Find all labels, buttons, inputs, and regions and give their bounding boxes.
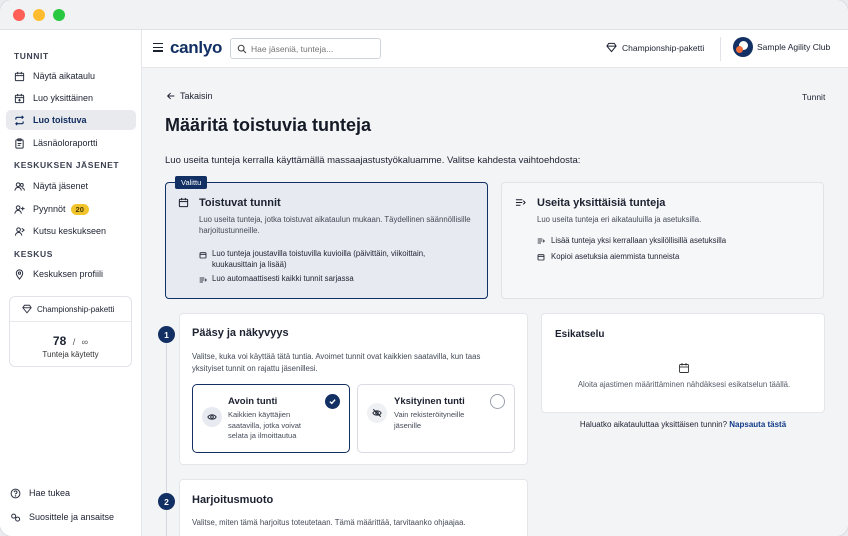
sidebar-item-label: Näytä jäsenet	[33, 181, 89, 191]
sidebar-item-label: Luo yksittäinen	[33, 93, 94, 103]
sidebar-item-create-single[interactable]	[6, 88, 136, 108]
list-icon	[199, 276, 207, 284]
section-title-classes: TUNNIT	[14, 51, 49, 61]
step-1-card	[179, 313, 528, 465]
classes-limit: ∞	[81, 337, 89, 347]
diamond-icon	[22, 304, 32, 314]
sidebar-item-label: Kutsu keskukseen	[33, 226, 107, 236]
section-title-center: KESKUS	[14, 249, 54, 259]
plan-usage-count	[10, 332, 131, 350]
sidebar-item-center-profile[interactable]	[6, 264, 136, 284]
calendar-small-icon	[199, 251, 207, 259]
open-option-title: Avoin tunti	[228, 396, 278, 407]
sidebar-item-label: Keskuksen profiili	[33, 269, 104, 279]
calendar-icon	[14, 71, 25, 82]
option-recurring-desc: Luo useita tunteja, jotka toistuvat aikataulun mukaan. Täydellinen säännöllisille harjoitustunneille.	[199, 215, 471, 235]
sidebar-item-label: Näytä aikataulu	[33, 71, 96, 81]
step-1-number: 1	[158, 326, 175, 343]
single-class-prompt	[541, 420, 825, 429]
sidebar-item-invite[interactable]	[6, 221, 136, 241]
title-bar	[0, 0, 848, 30]
top-bar	[142, 30, 848, 68]
list-add-icon	[515, 197, 526, 208]
step-2-desc: Valitse, miten tämä harjoitus toteutetaan. Tämä määrittää, tarvitaanko ohjaajaa.	[192, 518, 466, 527]
option-multiple-bullet-2: Kopioi asetuksia aiemmista tunneista	[551, 252, 680, 261]
step-2-card	[179, 479, 528, 536]
sidebar-item-label: Läsnäoloraportti	[33, 138, 98, 148]
preview-empty-text: Aloita ajastimen määrittäminen nähdäksesi esikatselun täällä.	[577, 380, 791, 389]
repeat-icon	[14, 115, 25, 126]
step-1-desc: Valitse, kuka voi käyttää tätä tuntia. Avoimet tunnit ovat kaikkien saatavilla, kun taas yksityiset tunnit on rajattu jäsenillesi.	[192, 352, 481, 373]
plan-indicator[interactable]	[606, 42, 704, 53]
option-multiple-desc: Luo useita tunteja eri aikatauluilla ja asetuksilla.	[537, 215, 702, 224]
eye-off-icon	[367, 403, 387, 423]
option-recurring-bullet-2: Luo automaattisesti kaikki tunnit sarjassa	[212, 274, 354, 283]
gift-icon	[10, 512, 21, 523]
back-label: Takaisin	[180, 91, 213, 101]
open-option-desc: Kaikkien käyttäjien saatavilla, jotka voivat selata ja ilmoittautua	[228, 410, 301, 440]
sidebar-item-label: Luo toistuva	[33, 115, 87, 125]
list-icon	[537, 237, 545, 245]
calendar-small-icon	[537, 253, 545, 261]
sidebar-item-label: Pyynnöt	[33, 204, 66, 214]
users-icon	[14, 181, 25, 192]
calendar-icon	[678, 362, 690, 374]
plan-name: Championship-paketti	[37, 304, 115, 314]
plan-indicator-label: Championship-paketti	[622, 42, 705, 53]
option-recurring-bullet-1: Luo tunteja joustavilla toistuvilla kuvioilla (päivittäin, viikoittain, kuukausittain ja lisää)	[212, 249, 426, 269]
calendar-plus-icon	[14, 93, 25, 104]
sidebar-item-schedule[interactable]	[6, 66, 136, 86]
option-recurring-card[interactable]	[165, 178, 488, 299]
help-link[interactable]	[2, 483, 132, 503]
location-icon	[14, 269, 25, 280]
sidebar-item-create-recurring[interactable]	[6, 110, 136, 130]
topbar-divider	[720, 37, 721, 61]
private-option-desc: Vain rekisteröityneille jäsenille	[394, 410, 465, 430]
help-icon	[10, 488, 21, 499]
eye-icon	[202, 407, 222, 427]
invite-icon	[14, 226, 25, 237]
sidebar-item-requests[interactable]	[6, 199, 136, 219]
club-logo-icon	[733, 37, 753, 57]
maximize-window-button[interactable]	[53, 9, 65, 21]
clipboard-icon	[14, 138, 25, 149]
plan-usage-caption: Tunteja käytetty	[42, 350, 99, 359]
logo[interactable]: canlyo	[170, 38, 223, 57]
back-link[interactable]	[166, 91, 213, 101]
option-recurring-title: Toistuvat tunnit	[199, 197, 281, 209]
page-intro: Luo useita tunteja kerralla käyttämällä massaajastustyökaluamme. Valitse kahdesta vaihtoehdosta:	[165, 155, 581, 166]
club-name: Sample Agility Club	[757, 42, 831, 52]
page-title: Määritä toistuvia tunteja	[165, 115, 372, 135]
search-icon	[237, 44, 247, 54]
option-multiple-card[interactable]	[501, 182, 824, 299]
classes-used-count: 78	[52, 334, 67, 348]
step-1-title: Pääsy ja näkyvyys	[192, 327, 289, 339]
single-class-link[interactable]: Napsauta tästä	[729, 420, 787, 429]
refer-label: Suosittele ja ansaitse	[29, 512, 115, 522]
checkmark-icon	[325, 394, 340, 409]
option-multiple-title: Useita yksittäisiä tunteja	[537, 197, 666, 209]
arrow-left-icon	[166, 91, 176, 101]
refer-link[interactable]	[2, 507, 132, 527]
calendar-icon	[178, 197, 189, 208]
radio-empty-icon[interactable]	[490, 394, 505, 409]
visibility-open-option[interactable]	[192, 384, 350, 453]
menu-icon[interactable]	[153, 43, 163, 52]
search-box[interactable]	[230, 38, 381, 59]
club-switcher[interactable]	[733, 37, 830, 57]
selected-badge: Valittu	[175, 176, 207, 189]
sidebar	[0, 30, 142, 536]
main-content	[142, 68, 848, 536]
plan-card-header	[10, 297, 131, 322]
private-option-title: Yksityinen tunti	[394, 396, 465, 407]
preview-title: Esikatselu	[555, 329, 605, 340]
help-label: Hae tukea	[29, 488, 71, 498]
sidebar-item-members[interactable]	[6, 176, 136, 196]
visibility-private-option[interactable]	[357, 384, 515, 453]
sidebar-item-attendance[interactable]	[6, 133, 136, 153]
requests-count-badge: 20	[71, 204, 89, 215]
count-separator: /	[72, 337, 76, 347]
diamond-icon	[606, 42, 617, 53]
step-2-title: Harjoitusmuoto	[192, 494, 274, 506]
plan-usage-card	[9, 296, 132, 367]
single-class-prompt-text: Haluatko aikatauluttaa yksittäisen tunnin?	[579, 420, 728, 429]
option-multiple-bullet-1: Lisää tunteja yksi kerrallaan yksilöllisillä asetuksilla	[551, 236, 727, 245]
user-plus-icon	[14, 204, 25, 215]
search-input[interactable]	[251, 41, 376, 56]
minimize-window-button[interactable]	[33, 9, 45, 21]
preview-card	[541, 313, 825, 413]
close-window-button[interactable]	[13, 9, 25, 21]
section-title-members: KESKUKSEN JÄSENET	[14, 160, 120, 170]
step-2-number: 2	[158, 493, 175, 510]
breadcrumb[interactable]: Tunnit	[802, 92, 826, 102]
